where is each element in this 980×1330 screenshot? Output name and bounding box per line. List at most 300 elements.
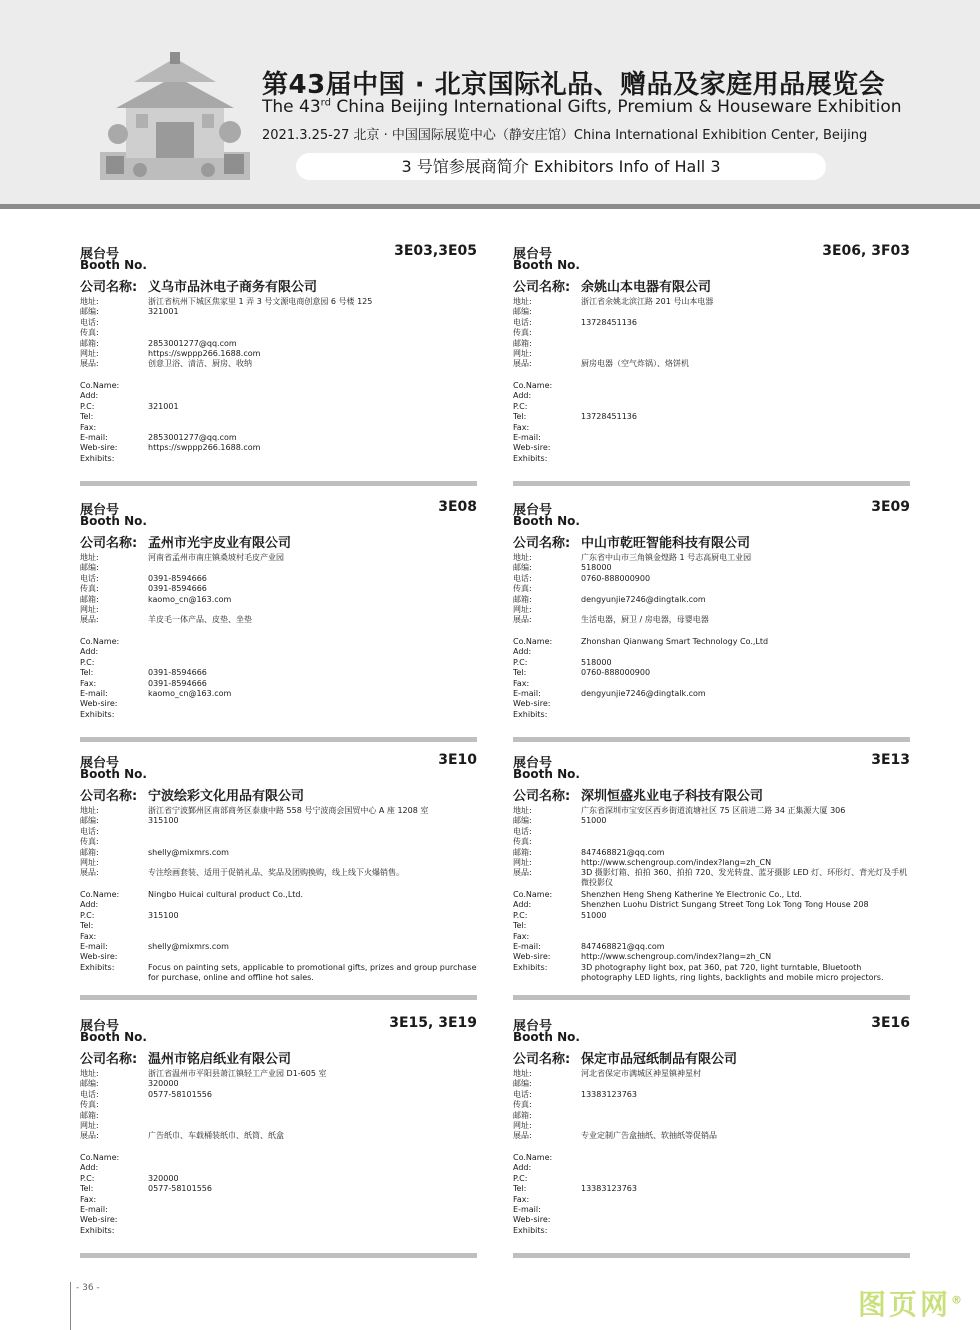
- detail-label: Web-sire:: [80, 443, 118, 453]
- detail-label: Web-sire:: [513, 1215, 551, 1225]
- company-label: 公司名称:: [80, 536, 138, 551]
- detail-value: 13383123763: [581, 1184, 637, 1194]
- detail-value: 3D photography light box, pat 360, pat 720, light turntable, Bluetooth photography LED lights, ring lights, backlights and mobile micro projectors.: [581, 962, 884, 982]
- detail-row: [80, 1131, 477, 1141]
- detail-label: 传真:: [513, 1100, 532, 1110]
- detail-row: [513, 307, 910, 317]
- detail-value: 浙江省杭州下城区焦家里 1 弄 3 号文源电商创意园 6 号楼 125: [148, 297, 373, 306]
- detail-label: E-mail:: [80, 941, 108, 951]
- detail-label: Tel:: [513, 412, 527, 422]
- detail-row: [80, 381, 477, 391]
- detail-row: [513, 1226, 910, 1236]
- detail-row: [80, 1100, 477, 1110]
- detail-row: [513, 433, 910, 443]
- detail-label: Exhibits:: [80, 1225, 115, 1235]
- detail-row: [80, 710, 477, 720]
- detail-row: [513, 942, 910, 952]
- en-details: [513, 890, 910, 983]
- detail-label: 网址:: [513, 348, 532, 358]
- cn-details: [80, 297, 477, 370]
- booth-label-cn: 展台号: [513, 247, 553, 262]
- booth-number: 3E10: [438, 752, 477, 768]
- detail-row: [513, 412, 910, 422]
- booth-number: 3E06, 3F03: [822, 243, 910, 259]
- detail-label: Fax:: [513, 1194, 530, 1204]
- detail-row: [80, 1121, 477, 1131]
- detail-row: [80, 605, 477, 615]
- detail-row: [80, 848, 477, 858]
- detail-label: 电话:: [80, 826, 99, 836]
- company-label: 公司名称:: [513, 1052, 571, 1067]
- detail-row: [80, 402, 477, 412]
- detail-label: 邮箱:: [513, 847, 532, 857]
- detail-label: 网址:: [513, 857, 532, 867]
- detail-label: 网址:: [80, 1120, 99, 1130]
- detail-row: [80, 553, 477, 563]
- en-details: [513, 637, 910, 720]
- detail-label: Add:: [513, 900, 532, 910]
- detail-label: Exhibits:: [513, 709, 548, 719]
- company-label: 公司名称:: [80, 280, 138, 295]
- detail-row: [80, 658, 477, 668]
- detail-label: E-mail:: [513, 941, 541, 951]
- detail-row: [80, 858, 477, 868]
- company-label: 公司名称:: [513, 789, 571, 804]
- detail-row: [80, 911, 477, 921]
- detail-row: [513, 1205, 910, 1215]
- detail-value: 浙江省温州市平阳县萧江镇轻工产业园 D1-605 室: [148, 1069, 327, 1078]
- booth-number: 3E03,3E05: [394, 243, 477, 259]
- booth-number: 3E16: [871, 1015, 910, 1031]
- detail-label: 传真:: [80, 837, 99, 847]
- detail-row: [513, 1195, 910, 1205]
- detail-value: Focus on painting sets, applicable to promotional gifts, prizes and group purchase for purchase, online and offline hot sales.: [148, 962, 477, 982]
- detail-value: 320000: [148, 1079, 179, 1089]
- en-details: [80, 890, 477, 983]
- detail-row: [513, 1131, 910, 1141]
- cn-details: [513, 1069, 910, 1142]
- detail-row: [80, 297, 477, 307]
- detail-row: [80, 339, 477, 349]
- card-divider: [513, 995, 910, 1000]
- detail-label: 邮箱:: [80, 847, 99, 857]
- detail-row: [80, 668, 477, 678]
- detail-label: 邮箱:: [513, 1110, 532, 1120]
- detail-label: E-mail:: [513, 688, 541, 698]
- detail-value: 0577-58101556: [148, 1184, 212, 1194]
- detail-row: [80, 1226, 477, 1236]
- detail-row: [80, 1184, 477, 1194]
- booth-number: 3E15, 3E19: [389, 1015, 477, 1031]
- detail-row: [80, 942, 477, 952]
- detail-label: 邮编:: [80, 307, 99, 317]
- detail-row: [80, 963, 477, 983]
- booth-number: 3E08: [438, 499, 477, 515]
- detail-row: [80, 1163, 477, 1173]
- detail-label: 电话:: [513, 826, 532, 836]
- detail-value: Shenzhen Luohu District Sungang Street Tong Lok Tong Tong House 208: [581, 900, 869, 910]
- detail-row: [513, 349, 910, 359]
- detail-label: Co.Name:: [513, 637, 553, 646]
- detail-label: Fax:: [513, 678, 530, 688]
- company-name: 义乌市品沐电子商务有限公司: [148, 280, 318, 295]
- cn-details: [80, 553, 477, 626]
- detail-row: [513, 1184, 910, 1194]
- detail-value: 广东省中山市三角镇金煌路 1 号志高厨电工业园: [581, 553, 752, 562]
- detail-label: 邮箱:: [513, 594, 532, 604]
- detail-row: [513, 868, 910, 888]
- detail-row: [513, 911, 910, 921]
- booth-label-en: Booth No.: [513, 258, 580, 272]
- detail-row: [513, 574, 910, 584]
- detail-row: [513, 668, 910, 678]
- company-name: 温州市铭启纸业有限公司: [148, 1052, 292, 1067]
- detail-row: [513, 858, 910, 868]
- detail-row: [513, 827, 910, 837]
- detail-label: Tel:: [80, 412, 94, 422]
- detail-label: 邮箱:: [80, 594, 99, 604]
- company-label: 公司名称:: [80, 1052, 138, 1067]
- card-divider: [80, 737, 477, 742]
- detail-row: [80, 574, 477, 584]
- detail-value: 广东省深圳市宝安区西乡街道流塘社区 75 区前进二路 34 正集源大厦 306: [581, 806, 846, 815]
- detail-row: [80, 952, 477, 962]
- footer-divider: [70, 1282, 71, 1330]
- detail-label: Web-sire:: [80, 952, 118, 962]
- booth-label-cn: 展台号: [80, 1019, 120, 1034]
- detail-row: [513, 553, 910, 563]
- detail-label: 邮编:: [513, 563, 532, 573]
- booth-label-cn: 展台号: [513, 756, 553, 771]
- detail-label: 传真:: [513, 328, 532, 338]
- detail-row: [80, 890, 477, 900]
- detail-row: [80, 595, 477, 605]
- booth-label-cn: 展台号: [80, 503, 120, 518]
- detail-row: [513, 605, 910, 615]
- detail-label: 邮编:: [513, 1079, 532, 1089]
- detail-value: shelly@mixmrs.com: [148, 941, 229, 951]
- company-label: 公司名称:: [513, 536, 571, 551]
- detail-label: Add:: [513, 647, 532, 657]
- detail-label: 展品:: [513, 868, 532, 878]
- detail-label: 展品:: [80, 868, 99, 878]
- detail-row: [513, 381, 910, 391]
- detail-label: Co.Name:: [513, 890, 553, 899]
- en-details: [80, 381, 477, 464]
- detail-value: 0760-888000900: [581, 668, 651, 678]
- detail-value: 浙江省余姚北滨江路 201 号山本电器: [581, 297, 714, 306]
- detail-row: [513, 402, 910, 412]
- detail-label: Fax:: [80, 678, 97, 688]
- detail-label: 地址:: [513, 297, 532, 306]
- detail-row: [513, 963, 910, 983]
- detail-label: P.C:: [80, 657, 95, 667]
- detail-row: [513, 848, 910, 858]
- detail-label: 电话:: [80, 573, 99, 583]
- detail-value: 51000: [581, 910, 607, 920]
- detail-row: [513, 1215, 910, 1225]
- detail-value: http://www.schengroup.com/index?lang=zh_CN: [581, 952, 772, 962]
- detail-value: 0391-8594666: [148, 668, 207, 678]
- detail-value: 13728451136: [581, 412, 637, 422]
- detail-value: 3D 摄影灯箱、拍拍 360、拍拍 720、发光转盘、蓝牙摄影 LED 灯、环形灯、背光灯及手机微投影仪: [581, 868, 908, 888]
- detail-value: 847468821@qq.com: [581, 941, 665, 951]
- detail-label: Exhibits:: [513, 1225, 548, 1235]
- detail-row: [80, 806, 477, 816]
- cn-details: [80, 806, 477, 879]
- detail-row: [80, 307, 477, 317]
- detail-label: Exhibits:: [513, 962, 548, 972]
- detail-value: kaomo_cn@163.com: [148, 594, 232, 604]
- company-name: 深圳恒盛兆业电子科技有限公司: [581, 789, 764, 804]
- detail-value: dengyunjie7246@dingtalk.com: [581, 688, 706, 698]
- detail-label: 地址:: [80, 806, 99, 815]
- header-divider: [0, 204, 980, 209]
- detail-label: 传真:: [80, 584, 99, 594]
- detail-row: [513, 563, 910, 573]
- detail-label: 网址:: [80, 857, 99, 867]
- detail-label: Add:: [80, 1163, 99, 1173]
- detail-label: P.C:: [80, 910, 95, 920]
- detail-row: [80, 454, 477, 464]
- detail-value: Ningbo Huicai cultural product Co.,Ltd.: [148, 890, 304, 899]
- detail-label: 邮箱:: [513, 338, 532, 348]
- booth-label-en: Booth No.: [513, 1030, 580, 1044]
- detail-label: Exhibits:: [513, 453, 548, 463]
- detail-value: Zhonshan Qianwang Smart Technology Co.,Ltd: [581, 637, 769, 646]
- detail-label: Add:: [80, 900, 99, 910]
- detail-label: 电话:: [513, 573, 532, 583]
- detail-label: Tel:: [80, 1184, 94, 1194]
- company-name: 保定市品冠纸制品有限公司: [581, 1052, 738, 1067]
- detail-value: 专业定制广告盒抽纸、软抽纸等促销品: [581, 1131, 717, 1141]
- detail-value: 315100: [148, 816, 179, 826]
- detail-value: 专注绘画套装、适用于促销礼品、奖品及团购换购，线上线下火爆销售。: [148, 868, 404, 878]
- detail-row: [80, 1090, 477, 1100]
- detail-label: E-mail:: [80, 432, 108, 442]
- detail-row: [80, 827, 477, 837]
- detail-row: [513, 658, 910, 668]
- detail-row: [80, 1079, 477, 1089]
- detail-row: [80, 1153, 477, 1163]
- detail-row: [513, 328, 910, 338]
- detail-value: 13728451136: [581, 317, 637, 327]
- detail-label: 网址:: [80, 604, 99, 614]
- detail-row: [513, 339, 910, 349]
- detail-value: https://swppp266.1688.com: [148, 348, 261, 358]
- cn-details: [513, 553, 910, 626]
- detail-row: [513, 816, 910, 826]
- exhibition-logo-icon: [100, 52, 250, 180]
- detail-label: 邮箱:: [80, 338, 99, 348]
- detail-label: Tel:: [80, 921, 94, 931]
- detail-label: 展品:: [513, 359, 532, 369]
- company-name: 宁波绘彩文化用品有限公司: [148, 789, 305, 804]
- cn-details: [513, 297, 910, 370]
- detail-value: 创意卫浴、清洁、厨房、收纳: [148, 359, 252, 369]
- detail-label: P.C:: [513, 1173, 528, 1183]
- detail-label: P.C:: [513, 910, 528, 920]
- detail-label: 电话:: [513, 1089, 532, 1099]
- detail-value: 生活电器，厨卫 / 房电器，母婴电器: [581, 615, 709, 625]
- company-label: 公司名称:: [513, 280, 571, 295]
- detail-label: P.C:: [80, 401, 95, 411]
- detail-value: dengyunjie7246@dingtalk.com: [581, 594, 706, 604]
- detail-row: [80, 349, 477, 359]
- detail-label: Co.Name:: [513, 1153, 553, 1162]
- detail-value: 315100: [148, 910, 179, 920]
- detail-value: 321001: [148, 401, 179, 411]
- detail-label: E-mail:: [80, 688, 108, 698]
- detail-row: [80, 433, 477, 443]
- detail-row: [513, 1121, 910, 1131]
- detail-value: 0391-8594666: [148, 573, 207, 583]
- detail-label: Co.Name:: [80, 890, 120, 899]
- detail-row: [513, 584, 910, 594]
- detail-row: [513, 359, 910, 369]
- card-divider: [80, 1253, 477, 1258]
- detail-row: [80, 932, 477, 942]
- page-header: [0, 0, 980, 204]
- detail-label: Tel:: [513, 921, 527, 931]
- detail-label: 展品:: [80, 1131, 99, 1141]
- detail-row: [513, 1163, 910, 1173]
- detail-value: 518000: [581, 657, 612, 667]
- detail-row: [513, 1100, 910, 1110]
- detail-label: 展品:: [513, 1131, 532, 1141]
- detail-row: [513, 391, 910, 401]
- detail-label: Tel:: [513, 668, 527, 678]
- detail-label: 地址:: [513, 1069, 532, 1078]
- detail-row: [513, 1153, 910, 1163]
- detail-label: 电话:: [80, 317, 99, 327]
- detail-row: [80, 689, 477, 699]
- detail-label: Add:: [80, 391, 99, 401]
- detail-label: 电话:: [80, 1089, 99, 1099]
- booth-label-cn: 展台号: [80, 247, 120, 262]
- detail-value: 847468821@qq.com: [581, 847, 665, 857]
- detail-row: [513, 1111, 910, 1121]
- booth-label-cn: 展台号: [80, 756, 120, 771]
- detail-row: [513, 710, 910, 720]
- detail-label: Web-sire:: [513, 952, 551, 962]
- detail-label: 邮编:: [80, 816, 99, 826]
- company-name: 孟州市光宇皮业有限公司: [148, 536, 292, 551]
- detail-row: [513, 297, 910, 307]
- detail-row: [80, 615, 477, 625]
- detail-row: [80, 647, 477, 657]
- detail-row: [80, 921, 477, 931]
- cn-details: [513, 806, 910, 889]
- detail-label: 邮编:: [513, 307, 532, 317]
- detail-label: 地址:: [80, 553, 99, 562]
- detail-value: 2853001277@qq.com: [148, 338, 237, 348]
- detail-row: [513, 1174, 910, 1184]
- cn-details: [80, 1069, 477, 1142]
- detail-label: Web-sire:: [80, 699, 118, 709]
- site-watermark: 图页网®: [858, 1288, 966, 1321]
- detail-value: https://swppp266.1688.com: [148, 443, 261, 453]
- detail-label: 展品:: [80, 359, 99, 369]
- detail-row: [513, 454, 910, 464]
- booth-label-en: Booth No.: [80, 258, 147, 272]
- detail-label: Co.Name:: [80, 381, 120, 390]
- detail-label: Co.Name:: [80, 637, 120, 646]
- detail-row: [80, 900, 477, 910]
- detail-row: [513, 837, 910, 847]
- en-details: [80, 1153, 477, 1236]
- detail-value: 0391-8594666: [148, 584, 207, 594]
- booth-label-en: Booth No.: [80, 1030, 147, 1044]
- detail-label: E-mail:: [513, 1204, 541, 1214]
- detail-row: [513, 689, 910, 699]
- detail-row: [513, 595, 910, 605]
- detail-value: 广告纸巾、车载桶装纸巾、纸筒、纸盒: [148, 1131, 284, 1141]
- detail-row: [513, 423, 910, 433]
- detail-value: 浙江省宁波鄞州区南部商务区泰康中路 558 号宁波商会国贸中心 A 座 1208 室: [148, 806, 429, 815]
- detail-label: 地址:: [513, 806, 532, 815]
- detail-row: [80, 423, 477, 433]
- detail-label: 传真:: [513, 584, 532, 594]
- detail-row: [80, 584, 477, 594]
- detail-label: Web-sire:: [513, 699, 551, 709]
- booth-label-en: Booth No.: [513, 514, 580, 528]
- detail-value: 518000: [581, 563, 612, 573]
- detail-row: [513, 921, 910, 931]
- detail-row: [513, 1079, 910, 1089]
- detail-value: 2853001277@qq.com: [148, 432, 237, 442]
- detail-row: [80, 637, 477, 647]
- detail-value: 河南省孟州市南庄镇桑坡村毛皮产业园: [148, 553, 284, 562]
- detail-row: [513, 637, 910, 647]
- detail-row: [80, 1069, 477, 1079]
- detail-label: Add:: [513, 1163, 532, 1173]
- detail-label: Exhibits:: [80, 962, 115, 972]
- detail-row: [80, 837, 477, 847]
- booth-number: 3E09: [871, 499, 910, 515]
- detail-row: [513, 699, 910, 709]
- company-name: 中山市乾旺智能科技有限公司: [581, 536, 751, 551]
- card-divider: [513, 481, 910, 486]
- en-details: [513, 381, 910, 464]
- detail-label: 传真:: [513, 837, 532, 847]
- detail-row: [80, 1195, 477, 1205]
- detail-value: 13383123763: [581, 1089, 637, 1099]
- detail-value: 河北省保定市满城区神星镇神星村: [581, 1069, 701, 1078]
- detail-label: 网址:: [80, 348, 99, 358]
- detail-row: [80, 359, 477, 369]
- detail-label: Fax:: [513, 931, 530, 941]
- detail-label: Fax:: [513, 422, 530, 432]
- detail-value: 羊皮毛一体产品、皮垫、坐垫: [148, 615, 252, 625]
- detail-label: P.C:: [513, 657, 528, 667]
- booth-label-en: Booth No.: [80, 767, 147, 781]
- company-label: 公司名称:: [80, 789, 138, 804]
- detail-label: 邮编:: [80, 1079, 99, 1089]
- detail-label: Fax:: [80, 931, 97, 941]
- detail-value: http://www.schengroup.com/index?lang=zh_CN: [581, 857, 772, 867]
- detail-label: 地址:: [513, 553, 532, 562]
- card-divider: [513, 737, 910, 742]
- detail-value: 0577-58101556: [148, 1089, 212, 1099]
- detail-row: [513, 1090, 910, 1100]
- detail-label: Tel:: [513, 1184, 527, 1194]
- detail-label: E-mail:: [80, 1204, 108, 1214]
- detail-row: [80, 1111, 477, 1121]
- detail-row: [80, 318, 477, 328]
- detail-value: 0760-888000900: [581, 573, 651, 583]
- detail-value: 320000: [148, 1173, 179, 1183]
